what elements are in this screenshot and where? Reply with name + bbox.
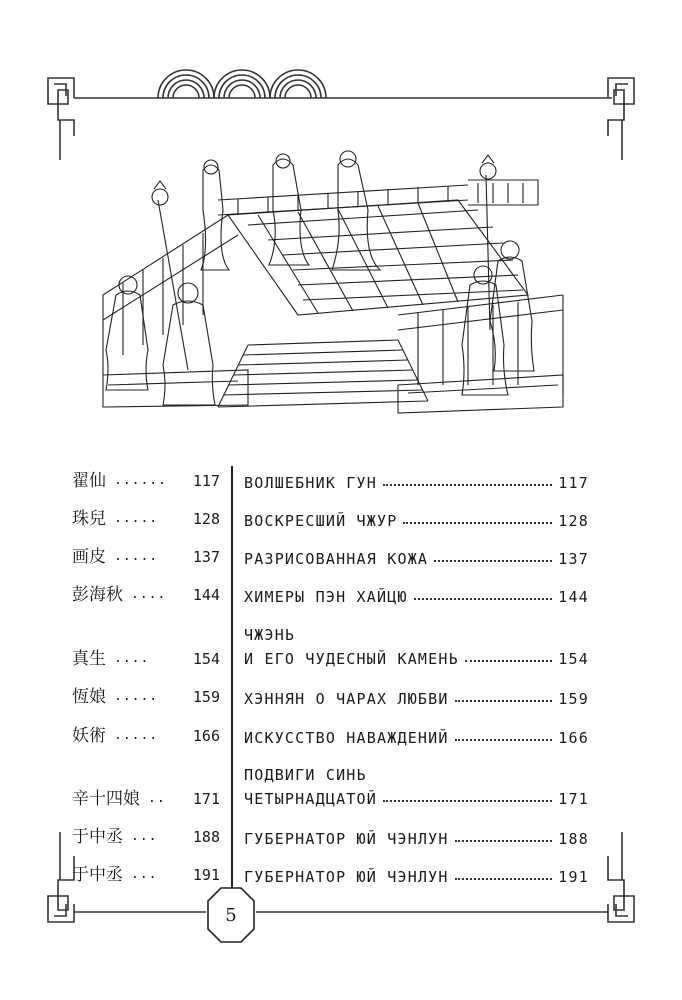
toc-right-title: ХЭННЯН О ЧАРАХ ЛЮБВИ <box>244 690 449 708</box>
toc-left-title: 于中丞 <box>72 865 123 885</box>
toc-right-entry <box>244 824 589 848</box>
toc-left-page: 188 <box>192 828 220 846</box>
toc-left-title: 画皮 <box>72 547 106 567</box>
toc-left-leader: .... <box>114 651 150 666</box>
toc-right-title: ГУБЕРНАТОР ЮЙ ЧЭНЛУН <box>244 830 449 848</box>
page-number: 5 <box>225 904 237 926</box>
toc-left-leader: ..... <box>114 549 159 564</box>
toc-left-page: 159 <box>192 688 220 706</box>
toc-left-title: 妖術 <box>72 726 106 746</box>
toc-left-entry <box>72 576 220 606</box>
dot-leader <box>383 800 552 802</box>
toc-right-page: 159 <box>558 690 589 708</box>
toc-right-title: И ЕГО ЧУДЕСНЫЙ КАМЕНЬ <box>244 650 459 668</box>
dot-leader <box>465 660 552 662</box>
toc-left-page: 154 <box>192 650 220 668</box>
toc-left-leader: ..... <box>114 511 159 526</box>
toc-right-entry <box>244 582 589 606</box>
toc-left-title: 翟仙 <box>72 471 106 491</box>
toc-right-entry <box>244 684 589 708</box>
toc-left-title: 恆娘 <box>72 687 106 707</box>
toc-right-title: ХИМЕРЫ ПЭН ХАЙЦЮ <box>244 588 408 606</box>
toc-right-entry <box>244 622 589 668</box>
toc-right-title: РАЗРИСОВАННАЯ КОЖА <box>244 550 429 568</box>
toc-right-entry <box>244 506 589 530</box>
dot-leader <box>455 840 553 842</box>
toc-left-page: 128 <box>192 510 220 528</box>
dot-leader <box>434 560 552 562</box>
toc-left-page: 171 <box>192 790 220 808</box>
toc-left-title: 珠兒 <box>72 509 106 529</box>
toc-right-page: 137 <box>558 550 589 568</box>
toc-right-title: ВОЛШЕБНИК ГУН <box>244 474 377 492</box>
toc-left-entry <box>72 678 220 708</box>
toc-left-entry <box>72 538 220 568</box>
toc-left-leader: ... <box>131 829 158 844</box>
toc-left-title: 真生 <box>72 649 106 669</box>
toc-right-entry <box>244 544 589 568</box>
toc-right-title: ГУБЕРНАТОР ЮЙ ЧЭНЛУН <box>244 868 449 886</box>
dot-leader <box>455 739 553 741</box>
toc-right-entry <box>244 862 589 886</box>
toc-right-page: 188 <box>558 830 589 848</box>
toc-right-title: ВОСКРЕСШИЙ ЧЖУР <box>244 512 398 530</box>
toc-right-title-line1: ПОДВИГИ СИНЬ <box>244 766 367 784</box>
toc-right-page: 154 <box>558 650 589 668</box>
toc-right-page: 128 <box>558 512 589 530</box>
toc-left-leader: ... <box>131 867 158 882</box>
dot-leader <box>414 598 553 600</box>
column-divider <box>231 466 233 914</box>
toc-left-leader: .... <box>131 587 167 602</box>
toc-left-entry <box>72 640 220 670</box>
toc-right-title-line1: ЧЖЭНЬ <box>244 626 296 644</box>
toc-right-entry <box>244 762 589 808</box>
toc-left-title: 彭海秋 <box>72 585 123 605</box>
toc-right-entry <box>244 468 589 492</box>
toc-left-leader: ...... <box>114 473 167 488</box>
toc-left-page: 166 <box>192 727 220 745</box>
dot-leader <box>455 878 553 880</box>
toc-left-entry <box>72 780 220 810</box>
toc-left-entry <box>72 717 220 747</box>
toc-right-page: 171 <box>558 790 589 808</box>
dot-leader <box>383 484 552 486</box>
toc-left-entry <box>72 818 220 848</box>
toc-right-page: 144 <box>558 588 589 606</box>
toc-left-entry <box>72 500 220 530</box>
dot-leader <box>455 700 553 702</box>
toc-right-page: 191 <box>558 868 589 886</box>
toc-left-page: 144 <box>192 586 220 604</box>
toc-left-entry <box>72 462 220 492</box>
toc-left-leader: ..... <box>114 728 159 743</box>
toc-left-leader: .. <box>148 791 166 806</box>
toc-left-page: 117 <box>192 472 220 490</box>
toc-left-page: 137 <box>192 548 220 566</box>
toc-left-title: 于中丞 <box>72 827 123 847</box>
top-arch-ornament <box>158 70 326 98</box>
toc-left-page: 191 <box>192 866 220 884</box>
toc-right-entry <box>244 723 589 747</box>
toc-right-title: ЧЕТЫРНАДЦАТОЙ <box>244 790 377 808</box>
dot-leader <box>403 522 552 524</box>
toc-right-page: 117 <box>558 474 589 492</box>
toc-right-title: ИСКУССТВО НАВАЖДЕНИЙ <box>244 729 449 747</box>
toc-right-page: 166 <box>558 729 589 747</box>
toc-left-title: 辛十四娘 <box>72 789 140 809</box>
toc-left-entry <box>72 856 220 886</box>
toc-left-leader: ..... <box>114 689 159 704</box>
palace-illustration <box>98 145 568 435</box>
page-number-badge <box>206 886 256 944</box>
